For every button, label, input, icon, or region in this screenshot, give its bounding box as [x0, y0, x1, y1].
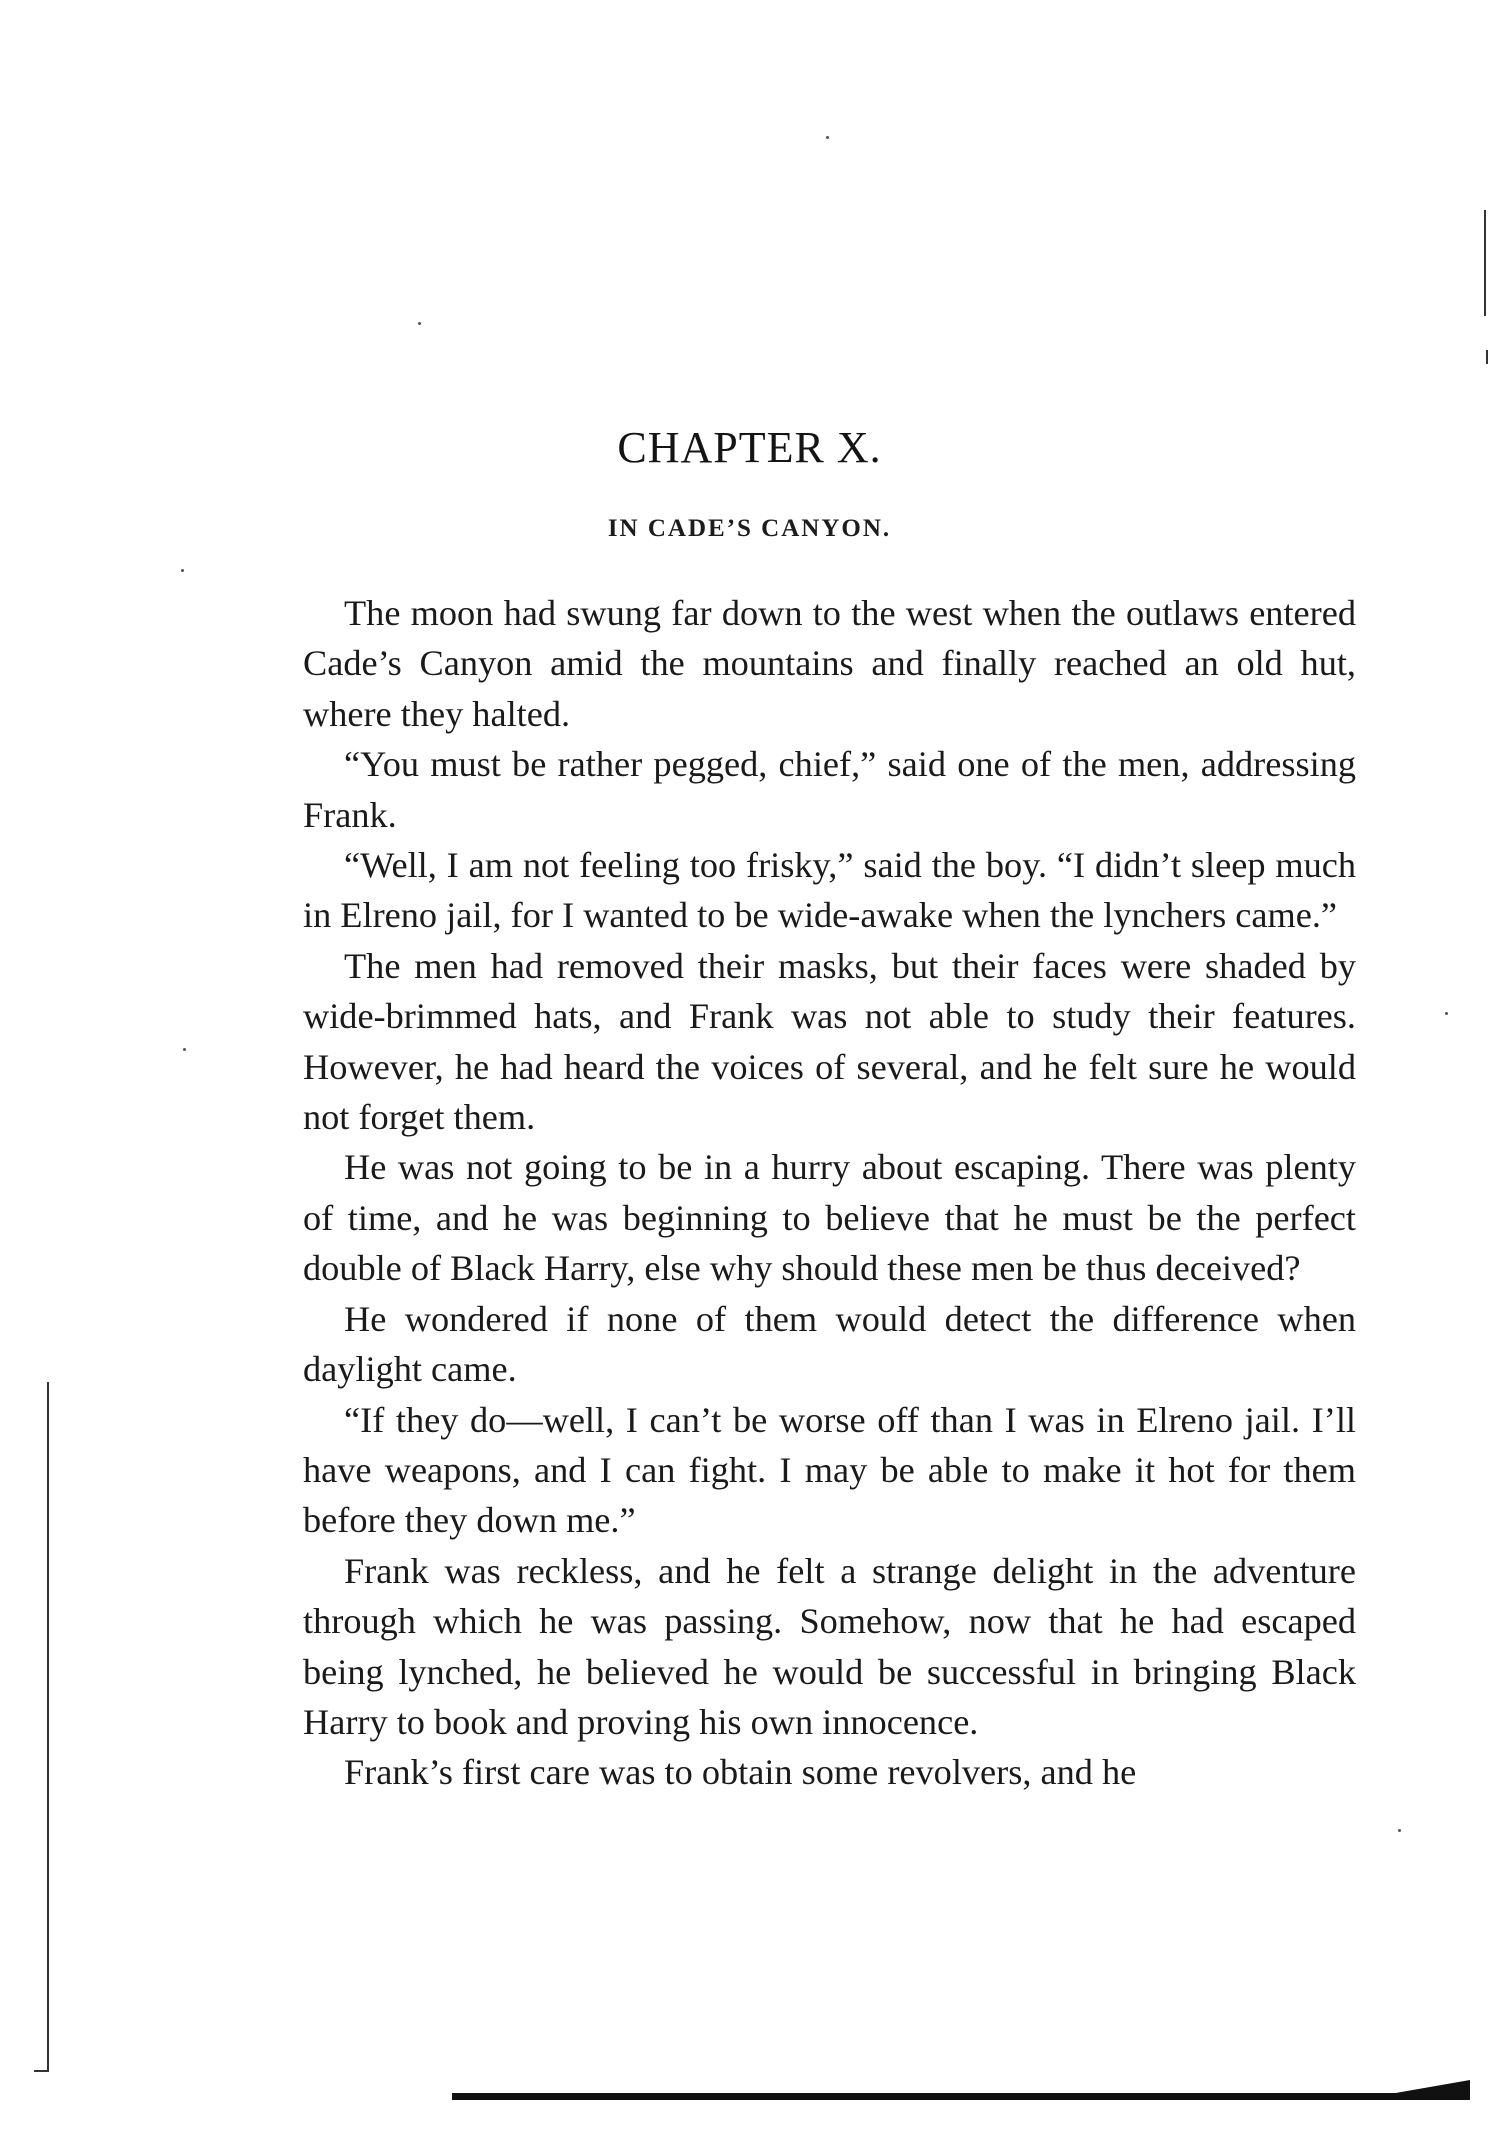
paragraph: “Well, I am not feeling too frisky,” said the boy. “I didn’t sleep much in Elreno jail, for I wanted to be wide-awake when the lynchers came.” [303, 845, 1356, 936]
paragraph: He wondered if none of them would detect the difference when daylight came. [303, 1298, 1356, 1390]
paragraph: He was not going to be in a hurry about escaping. There was plenty of time, and he was beginning to believe that he must be the perfect double of Black Harry, else why should these men be thus deceived? [303, 1147, 1356, 1289]
scan-speck [418, 322, 421, 325]
right-margin-mark [1484, 210, 1486, 316]
paragraph: Frank’s first care was to obtain some revolvers, and he [344, 1752, 1137, 1793]
right-margin-mark [1486, 350, 1488, 364]
paragraph: “If they do—well, I can’t be worse off than I was in Elreno jail. I’ll have weapons, and I can fight. I may be able to make it hot for them before they down me.” [303, 1399, 1356, 1541]
scan-speck [1398, 1829, 1401, 1832]
scan-speck [181, 569, 184, 572]
paragraph: “You must be rather pegged, chief,” said one of the men, addressing Frank. [303, 744, 1356, 835]
chapter-title: CHAPTER X. [617, 423, 882, 472]
chapter-body [303, 588, 1356, 1798]
bottom-scan-rule [452, 2093, 1470, 2100]
paragraph: Frank was reckless, and he felt a strange delight in the adventure through which he was passing. Somehow, now that he had escaped being lynched, he believed he would be successful in bringing Black Harry to book and proving his own innocence. [303, 1550, 1356, 1742]
paragraph: The men had removed their masks, but their faces were shaded by wide-brimmed hats, and Frank was not able to study their features. However, he had heard the voices of several, and he felt sure he would not forget them. [303, 945, 1356, 1138]
scan-speck [1445, 1012, 1448, 1015]
chapter-subtitle: IN CADE’S CANYON. [607, 515, 892, 542]
scan-speck [826, 136, 829, 139]
paragraph: The moon had swung far down to the west when the outlaws entered Cade’s Canyon amid the mountains and finally reached an old hut, where they halted. [303, 593, 1356, 734]
left-margin-tick [34, 2070, 49, 2072]
left-margin-line [47, 1382, 49, 2072]
scan-speck [183, 1048, 186, 1051]
bottom-scan-rule-thick [1390, 2080, 1470, 2100]
